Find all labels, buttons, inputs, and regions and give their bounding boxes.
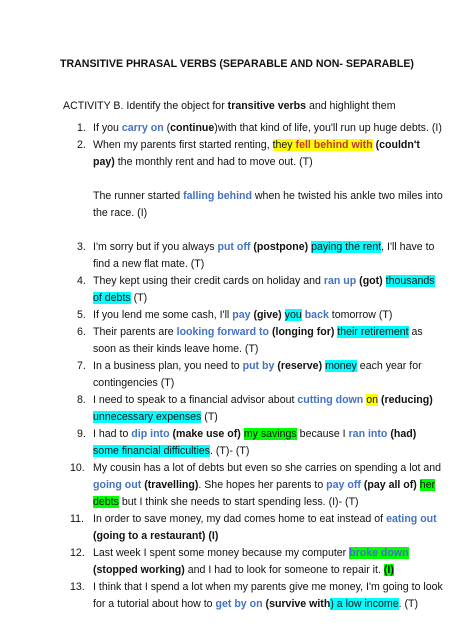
sentence-text: Last week I spent some money because my computer — [93, 547, 350, 559]
instruction-bold: transitive verbs — [227, 100, 306, 112]
list-item — [63, 324, 443, 358]
item-number: 2. — [77, 139, 86, 151]
list-item — [63, 511, 443, 545]
verb-gloss: (reserve) — [277, 360, 323, 372]
highlighted-answer: (I) — [383, 564, 394, 576]
highlighted-particle: on — [366, 394, 379, 406]
highlighted-object: you — [284, 309, 302, 321]
sentence-text: as soon as their kinds leave home. (T) — [93, 326, 423, 355]
sentence-text: because I — [296, 428, 349, 440]
sentence-text: I'm sorry but if you always — [93, 241, 218, 253]
item-number: 9. — [77, 428, 86, 440]
activity-instruction — [63, 98, 443, 115]
sentence-text: If you — [93, 122, 122, 134]
list-item — [63, 392, 443, 426]
list-item — [63, 120, 443, 137]
highlighted-object: ) a low income — [330, 598, 399, 610]
phrasal-verb: cutting down — [297, 394, 364, 406]
sentence-text: If you lend me some cash, I'll — [93, 309, 233, 321]
sentence-text: I think that I spend a lot when my parents give me money, I'm going to look for a tutorial about how to — [93, 581, 443, 610]
sentence-text: . (T)- (T) — [209, 445, 250, 457]
sentence-text: (T) — [201, 411, 218, 423]
sentence-text: Their parents are — [93, 326, 177, 338]
sentence-text: but I think she needs to start spending less. (I)- (T) — [118, 496, 359, 508]
instruction-text: ACTIVITY B. Identify the object for — [63, 100, 228, 112]
phrasal-verb: ran into — [348, 428, 388, 440]
sentence-text: ( — [163, 122, 171, 134]
item-number: 3. — [77, 241, 86, 253]
phrasal-verb: pay — [232, 309, 251, 321]
sentence-text: (T) — [130, 292, 148, 304]
verb-gloss: (give) — [253, 309, 282, 321]
phrasal-verb: eating out — [386, 513, 437, 525]
sentence-text: . She hopes her parents to — [198, 479, 327, 491]
item-number: 7. — [77, 360, 86, 372]
sentence-text: I had to — [93, 428, 132, 440]
phrasal-verb: going out — [93, 479, 142, 491]
verb-gloss: (had) — [390, 428, 417, 440]
highlighted-object: their retirement — [337, 326, 409, 338]
item-number: 4. — [77, 275, 86, 287]
sentence-text: I need to speak to a financial advisor about — [93, 394, 298, 406]
phrasal-verb: broke down — [349, 547, 409, 559]
item-number: 1. — [77, 122, 86, 134]
verb-gloss: (reducing) — [380, 394, 433, 406]
highlighted-object: they — [272, 139, 296, 151]
phrasal-verb: get by on — [215, 598, 263, 610]
phrasal-verb: pay off — [326, 479, 361, 491]
list-item — [63, 545, 443, 579]
list-item — [63, 137, 443, 171]
list-item — [63, 460, 443, 511]
highlighted-object: her debts — [93, 479, 436, 508]
item-number: 12. — [70, 547, 85, 559]
verb-gloss: (postpone) — [253, 241, 309, 253]
highlighted-object: my savings — [243, 428, 297, 440]
sentence-text: My cousin has a lot of debts but even so she carries on spending a lot and — [93, 462, 442, 474]
verb-gloss: (travelling) — [144, 479, 199, 491]
highlighted-object: thousands of debts — [93, 275, 435, 304]
list-item — [63, 307, 443, 324]
instruction-suffix: and highlight them — [306, 100, 396, 112]
list-item — [63, 426, 443, 460]
verb-gloss: (longing for) — [271, 326, 335, 338]
list-item — [63, 579, 443, 613]
verb-gloss: (got) — [359, 275, 383, 287]
highlighted-object: paying the rent — [311, 241, 382, 253]
sentence-text: . (T) — [398, 598, 419, 610]
sentence-text: The runner started — [93, 190, 184, 202]
phrasal-verb: ran up — [323, 275, 357, 287]
item-number: 10. — [70, 462, 85, 474]
example-paragraph — [63, 188, 443, 222]
verb-gloss: continue — [170, 122, 215, 134]
highlighted-object: unnecessary expenses — [93, 411, 202, 423]
sentence-text: the monthly rent and had to move out. (T) — [114, 156, 313, 168]
list-item — [63, 358, 443, 392]
verb-gloss: (survive with — [265, 598, 331, 610]
phrasal-verb: put off — [217, 241, 251, 253]
verb-gloss: (going to a restaurant) (I) — [93, 530, 219, 542]
sentence-text: When my parents first started renting, — [93, 139, 273, 151]
phrasal-verb: looking forward to — [176, 326, 270, 338]
sentence-text: )with that kind of life, you'll run up huge debts. (I) — [214, 122, 442, 134]
verb-gloss: (couldn't pay) — [93, 139, 420, 168]
sentence-text: , I'll have to find a new flat mate. (T) — [93, 241, 435, 270]
list-item — [63, 239, 443, 273]
exercise-list — [63, 120, 443, 613]
phrasal-verb: fell behind with — [295, 139, 373, 151]
sentence-text: In order to save money, my dad comes home to eat instead of — [93, 513, 387, 525]
sentence-text: tomorrow (T) — [328, 309, 393, 321]
phrasal-verb: put by — [242, 360, 275, 372]
verb-gloss: (make use of) — [172, 428, 241, 440]
phrasal-verb: falling behind — [183, 190, 252, 202]
item-number: 6. — [77, 326, 86, 338]
phrasal-verb-particle: back — [304, 309, 329, 321]
item-number: 5. — [77, 309, 86, 321]
sentence-text: and I had to look for someone to repair it. — [184, 564, 384, 576]
phrasal-verb: carry on — [121, 122, 164, 134]
item-number: 11. — [70, 513, 84, 525]
phrasal-verb: dip into — [131, 428, 170, 440]
verb-gloss: (stopped working) — [93, 564, 185, 576]
document-title: TRANSITIVE PHRASAL VERBS (SEPARABLE AND NON- SEPARABLE) — [60, 58, 414, 70]
item-number: 8. — [77, 394, 86, 406]
list-item — [63, 273, 443, 307]
item-number: 13. — [70, 581, 85, 593]
highlighted-object: some financial difficulties — [93, 445, 210, 457]
sentence-text: They kept using their credit cards on holiday and — [93, 275, 324, 287]
highlighted-object: money — [325, 360, 357, 372]
sentence-text: when he twisted his ankle two miles into the race. (I) — [93, 190, 443, 219]
sentence-text: each year for contingencies (T) — [93, 360, 422, 389]
verb-gloss: (pay all of) — [363, 479, 417, 491]
sentence-text: In a business plan, you need to — [93, 360, 243, 372]
